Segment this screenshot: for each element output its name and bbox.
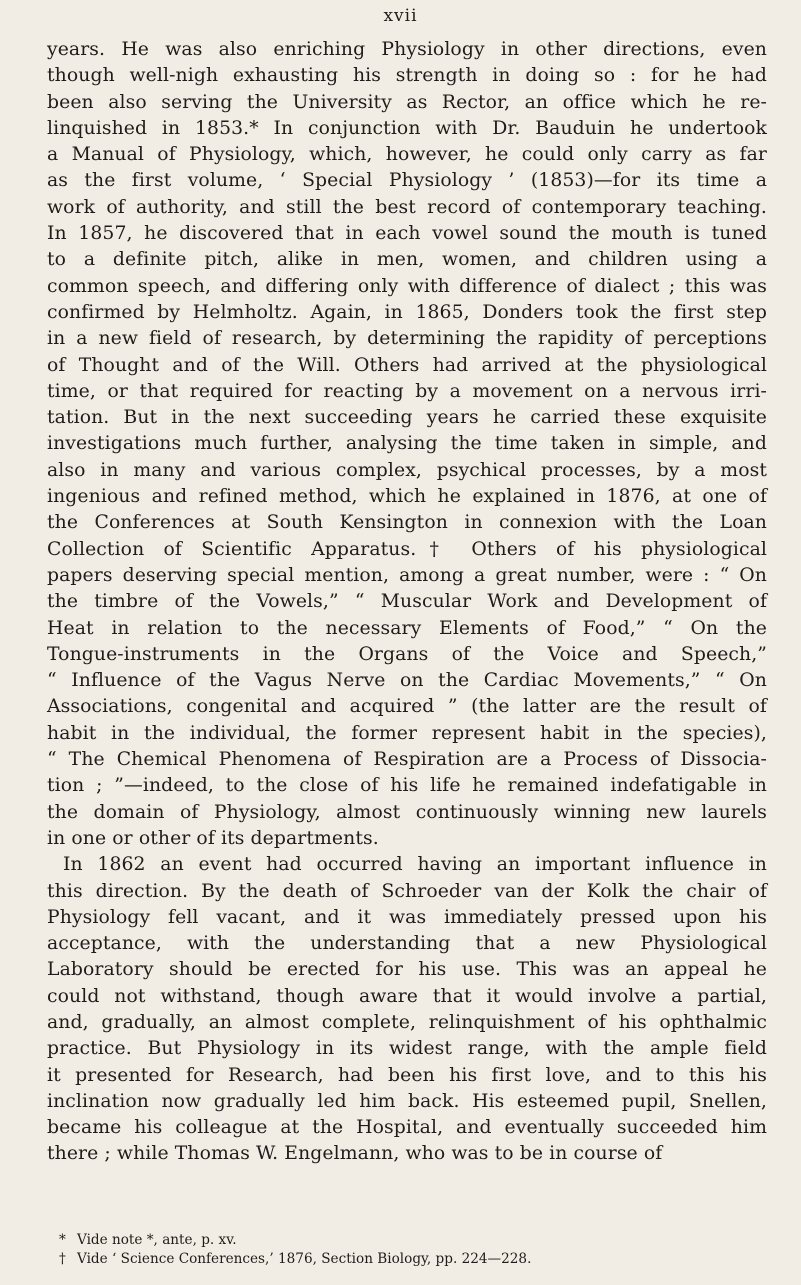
text-line: tation. But in the next succeeding years he carried these exquisite bbox=[47, 407, 767, 429]
page-number: xvii bbox=[383, 6, 418, 26]
footnote bbox=[47, 1231, 767, 1250]
text-line: work of authority, and still the best record of contemporary teaching. bbox=[47, 196, 767, 218]
text-line: became his colleague at the Hospital, and eventually succeeded him bbox=[47, 1117, 767, 1139]
text-line: the domain of Physiology, almost continuously winning new laurels bbox=[47, 801, 767, 823]
text-line: tion ; ”—indeed, to the close of his life he remained indefatigable in bbox=[47, 775, 767, 797]
footnotes bbox=[47, 1231, 767, 1269]
footnote-text: Vide note *, ante, p. xv. bbox=[77, 1232, 237, 1248]
text-line: Heat in relation to the necessary Elements of Food,” “ On the bbox=[47, 617, 767, 639]
text-line: “ The Chemical Phenomena of Respiration are a Process of Dissocia- bbox=[47, 749, 767, 771]
text-line: linquished in 1853.* In conjunction with Dr. Bauduin he undertook bbox=[47, 117, 767, 139]
text-line: been also serving the University as Rector, an office which he re- bbox=[47, 91, 767, 113]
text-line: common speech, and differing only with difference of dialect ; this was bbox=[47, 275, 767, 297]
text-line: a Manual of Physiology, which, however, he could only carry as far bbox=[47, 144, 767, 166]
text-line: this direction. By the death of Schroeder van der Kolk the chair of bbox=[47, 880, 767, 902]
text-line: practice. But Physiology in its widest range, with the ample field bbox=[47, 1038, 767, 1060]
text-line: Tongue-instruments in the Organs of the Voice and Speech,” bbox=[47, 643, 767, 665]
text-line: “ Influence of the Vagus Nerve on the Cardiac Movements,” “ On bbox=[47, 670, 767, 692]
text-line: papers deserving special mention, among a great number, were : “ On bbox=[47, 564, 767, 586]
footnote-mark: * bbox=[59, 1232, 66, 1248]
text-line: as the first volume, ‘ Special Physiology ’ (1853)—for its time a bbox=[47, 170, 767, 192]
text-line: though well-nigh exhausting his strength in doing so : for he had bbox=[47, 65, 767, 87]
text-line: Collection of Scientific Apparatus.† Others of his physiological bbox=[47, 538, 767, 560]
footnote-mark: † bbox=[59, 1251, 66, 1267]
text-line: inclination now gradually led him back. His esteemed pupil, Snellen, bbox=[47, 1090, 767, 1112]
text-line: of Thought and of the Will. Others had arrived at the physiological bbox=[47, 354, 767, 376]
text-line: there ; while Thomas W. Engelmann, who was to be in course of bbox=[47, 1143, 663, 1165]
text-line: Physiology fell vacant, and it was immediately pressed upon his bbox=[47, 906, 767, 928]
text-line: the timbre of the Vowels,” “ Muscular Work and Development of bbox=[47, 591, 767, 613]
text-line: years. He was also enriching Physiology in other directions, even bbox=[47, 39, 767, 60]
text-line: and, gradually, an almost complete, relinquishment of his ophthalmic bbox=[47, 1011, 767, 1033]
text-line: the Conferences at South Kensington in connexion with the Loan bbox=[47, 512, 767, 534]
text-line: confirmed by Helmholtz. Again, in 1865, Donders took the first step bbox=[47, 301, 767, 323]
text-line: to a definite pitch, alike in men, women, and children using a bbox=[47, 249, 767, 271]
text-line: in a new field of research, by determining the rapidity of perceptions bbox=[47, 328, 767, 350]
text-line: in one or other of its departments. bbox=[47, 827, 379, 849]
text-line: Laboratory should be erected for his use. This was an appeal he bbox=[47, 959, 767, 981]
text-line: investigations much further, analysing the time taken in simple, and bbox=[47, 433, 767, 455]
text-line: Associations, congenital and acquired ” (the latter are the result of bbox=[47, 696, 767, 718]
text-line: it presented for Research, had been his first love, and to this his bbox=[47, 1064, 767, 1086]
text-line: In 1862 an event had occurred having an important influence in bbox=[63, 854, 767, 876]
text-line: also in many and various complex, psychical processes, by a most bbox=[47, 459, 767, 481]
text-line: habit in the individual, the former represent habit in the species), bbox=[47, 722, 767, 744]
text-line: In 1857, he discovered that in each vowel sound the mouth is tuned bbox=[47, 223, 767, 245]
text-line: ingenious and refined method, which he explained in 1876, at one of bbox=[47, 486, 767, 508]
text-line: could not withstand, though aware that it would involve a partial, bbox=[47, 985, 767, 1007]
text-line: acceptance, with the understanding that a new Physiological bbox=[47, 933, 767, 955]
text-line: time, or that required for reacting by a movement on a nervous irri- bbox=[47, 380, 767, 402]
body-text bbox=[47, 37, 767, 1168]
footnote bbox=[47, 1250, 767, 1269]
footnote-text: Vide ‘ Science Conferences,’ 1876, Section Biology, pp. 224—228. bbox=[77, 1251, 532, 1267]
